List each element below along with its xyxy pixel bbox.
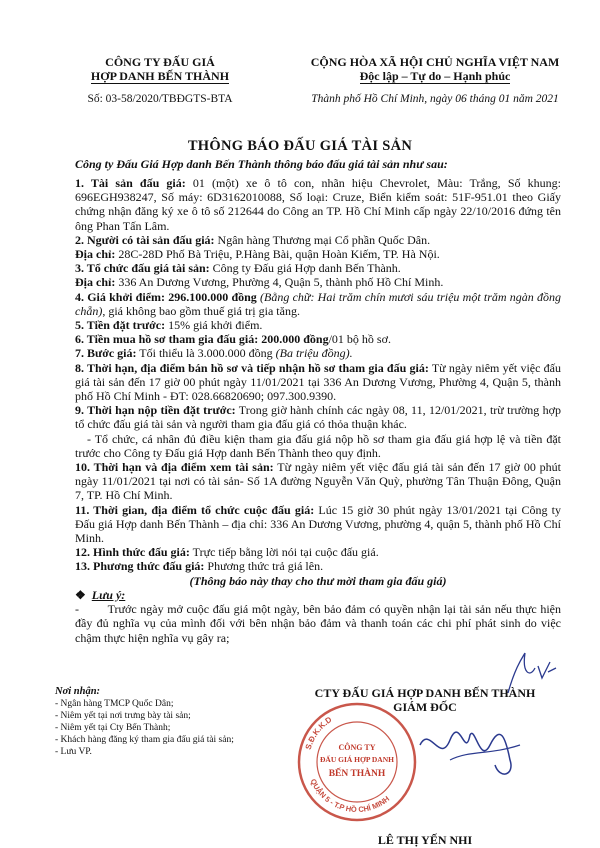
intro-text: Công ty Đấu Giá Hợp danh Bến Thành thông báo đấu giá tài sản như sau: (75, 157, 448, 171)
stamp-center-line2: ĐẤU GIÁ HỢP DANH (320, 755, 394, 764)
item-9: 9. Thời hạn nộp tiền đặt trước: Trong giờ hành chính các ngày 08, 11, 12/01/2021, trừ trường hợp tổ chức đấu giá tài sản và người tham gia đấu giá có thỏa thuận khác. (75, 403, 561, 432)
item-9-sub: - Tổ chức, cá nhân đủ điều kiện tham gia đấu giá nộp hồ sơ tham gia đấu giá hợp lệ và tiền đặt trước cho Công ty Đấu giá Hợp danh Bến Thành theo quy định. (75, 431, 561, 460)
document-number: Số: 03-58/2020/TBĐGTS-BTA (87, 93, 233, 105)
note-label: Lưu ý: (91, 587, 126, 602)
note-bullet-icon: ❖ (75, 587, 86, 602)
document-title: THÔNG BÁO ĐẤU GIÁ TÀI SẢN (187, 138, 413, 154)
handwritten-signature (410, 705, 530, 795)
item-3: 3. Tổ chức đấu giá tài sản: Công ty Đấu giá Hợp danh Bến Thành. (75, 261, 401, 276)
item-5: 5. Tiền đặt trước: 15% giá khởi điểm. (75, 318, 263, 333)
item-8: 8. Thời hạn, địa điểm bán hồ sơ và tiếp nhận hồ sơ tham gia đấu giá: Từ ngày niêm yết việc đấu giá tài sản đến 17 giờ 00 phút ngày 11/01/2021 tại 336 An Dương Vương, Phường 4, Quận 5, thành phố Hồ Chí Minh - ĐT: 028.66820690; 097.300.9390. (75, 360, 561, 404)
company-stamp (295, 700, 420, 825)
org-header (60, 55, 260, 106)
recipients-block (55, 686, 275, 758)
recipient-item: - Ngân hàng TMCP Quốc Dân; (55, 699, 174, 709)
item-11: 11. Thời gian, địa điểm tổ chức cuộc đấu giá: Lúc 15 giờ 30 phút ngày 13/01/2021 tại Công ty Đấu giá Hợp danh Bến Thành – địa chỉ: 336 An Dương Vương, phường 4, quận 5, thành phố Hồ Chí Minh. (75, 502, 561, 546)
document-date: Thành phố Hồ Chí Minh, ngày 06 tháng 01 năm 2021 (311, 93, 559, 105)
item-2: 2. Người có tài sản đấu giá: Ngân hàng Thương mại Cổ phần Quốc Dân. (75, 232, 431, 247)
item-6: 6. Tiền mua hồ sơ tham gia đấu giá: 200.000 đồng/01 bộ hồ sơ. (75, 332, 391, 347)
stamp-ring-top: S.Đ.K.K.D (303, 714, 334, 751)
item-2-address: Địa chỉ: 28C-28D Phố Bà Triệu, P.Hàng Bài, quận Hoàn Kiếm, TP. Hà Nội. (75, 247, 440, 262)
nation-name: CỘNG HÒA XÃ HỘI CHỦ NGHĨA VIỆT NAM (310, 55, 560, 69)
org-name-line1: CÔNG TY ĐẤU GIÁ (105, 55, 215, 69)
replace-note: (Thông báo này thay cho thư mời tham gia đấu giá) (189, 573, 447, 588)
recipients-heading: Nơi nhận: (55, 686, 101, 697)
recipient-item: - Lưu VP. (55, 747, 92, 757)
note-dash: - (75, 602, 79, 617)
item-13: 13. Phương thức đấu giá: Phương thức trả giá lên. (75, 559, 324, 574)
org-name-line2: HỢP DANH BẾN THÀNH (90, 69, 230, 83)
signature-org: CTY ĐẤU GIÁ HỢP DANH BẾN THÀNH (314, 686, 536, 700)
recipient-item: - Niêm yết tại Cty Bến Thành; (55, 723, 171, 733)
stamp-ring-bottom: QUẬN 5 - T.P HỒ CHÍ MINH (308, 777, 392, 815)
note-heading (75, 588, 561, 602)
signatory-name: LÊ THỊ YẾN NHI (377, 833, 473, 847)
item-12: 12. Hình thức đấu giá: Trực tiếp bằng lời nói tại cuộc đấu giá. (75, 545, 379, 560)
document-body (75, 176, 561, 645)
item-10: 10. Thời hạn và địa điểm xem tài sản: Từ ngày niêm yết việc đấu giá tài sản đến 17 giờ 00 phút ngày 11/01/2021 tại nơi có tài sản- Số 1A đường Nguyễn Văn Quỳ, phường Tân Thuận Đông, Quận 7, TP. Hồ Chí Minh. (75, 460, 561, 503)
national-motto: Độc lập – Tự do – Hạnh phúc (359, 69, 511, 83)
signature-role: GIÁM ĐỐC (393, 700, 457, 714)
item-4: 4. Giá khởi điểm: 296.100.000 đồng (Bằng chữ: Hai trăm chín mươi sáu triệu một trăm ngàn đồng chẵn), giá không bao gồm thuế giá trị gia tăng. (75, 289, 562, 318)
recipient-item: - Niêm yết tại nơi trưng bày tài sản; (55, 711, 191, 721)
national-header (285, 55, 585, 106)
stamp-center-line1: CÔNG TY (338, 743, 376, 752)
recipient-item: - Khách hàng đăng ký tham gia đấu giá tài sản; (55, 735, 234, 745)
item-1: 1. Tài sản đấu giá: 01 (một) xe ô tô con, nhãn hiệu Chevrolet, Màu: Trắng, Số khung: 696EGH938247, Số máy: 6D3162010088, Số loại: Cruze, Biển kiểm soát: 51F-951.01 theo Giấy chứng nhận đăng ký xe ô tô số 212644 do Công an TP. Hồ Chí Minh cấp ngày 22/10/2016 đứng tên ông Phan Tấn Lâm. (75, 176, 561, 233)
note-text: - Trước ngày mở cuộc đấu giá một ngày, bên bảo đảm có quyền nhận lại tài sản nếu thực hiện đầy đủ nghĩa vụ của mình đối với bên nhận bảo đảm và thanh toán các chi phí phát sinh do việc chậm thực hiện nghĩa vụ gây ra; (75, 602, 562, 645)
initials-mark (500, 648, 560, 698)
item-3-address: Địa chỉ: 336 An Dương Vương, Phường 4, Quận 5, thành phố Hồ Chí Minh. (75, 275, 444, 290)
item-7: 7. Bước giá: Tối thiểu là 3.000.000 đồng (Ba triệu đồng). (75, 346, 353, 361)
stamp-center-line3: BẾN THÀNH (328, 769, 386, 779)
